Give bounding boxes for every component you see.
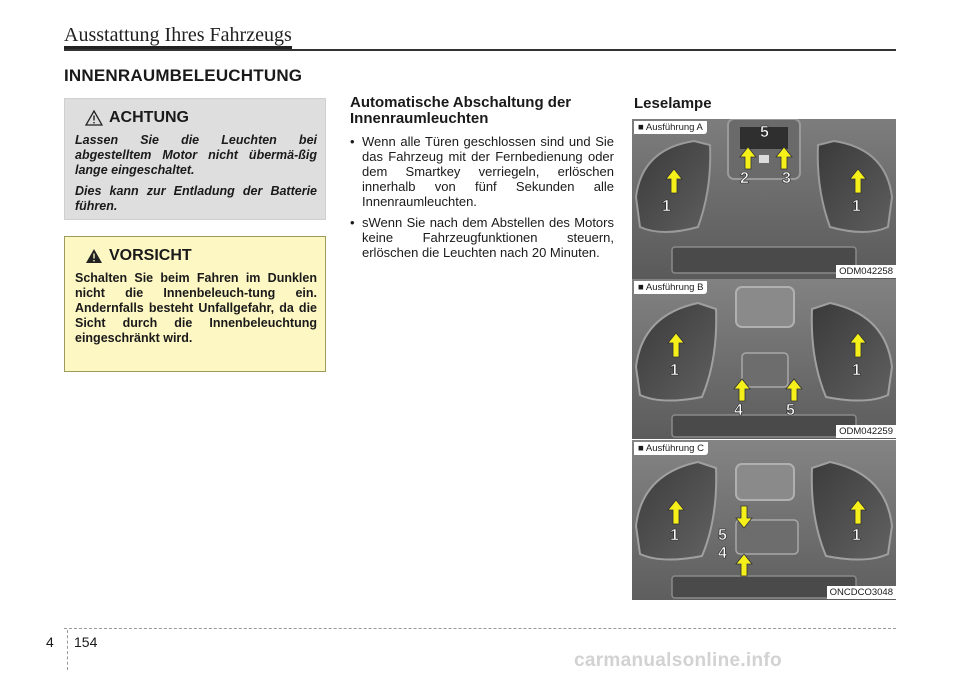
vorsicht-text: Schalten Sie beim Fahren im Dunklen nicht die Innenbeleuch-tung ein. Andernfalls besteht Unfallgefahr, da die Sicht durch die Innenbeleuchtung eingeschränkt wird.	[75, 271, 317, 345]
achtung-box	[64, 98, 326, 220]
callout-a-1-left: 1	[662, 198, 671, 215]
callout-c-1-right: 1	[852, 527, 861, 544]
figure-b-code: ODM042259	[836, 425, 896, 438]
figure-c-variant-label: ■ Ausführung C	[634, 442, 708, 455]
leselampe-title: Leselampe	[634, 95, 712, 112]
achtung-heading-row	[85, 109, 317, 127]
vorsicht-heading-row	[85, 247, 317, 265]
figure-a-code: ODM042258	[836, 265, 896, 278]
callout-a-1-right: 1	[852, 198, 861, 215]
footer-chapter-number: 4	[46, 634, 54, 650]
warning-outline-icon	[85, 110, 103, 126]
callout-b-4: 4	[734, 402, 743, 419]
auto-off-bullet-2: • sWenn Sie nach dem Abstellen des Motors keine Fahrzeugfunktionen steuern, erlöschen die Leuchten nach 20 Minuten.	[350, 215, 614, 260]
callout-c-1-left: 1	[670, 527, 679, 544]
vorsicht-heading: VORSICHT	[109, 247, 192, 264]
warning-filled-icon	[85, 248, 103, 264]
callout-b-5: 5	[786, 402, 795, 419]
figure-c-code: ONCDCO3048	[827, 586, 896, 599]
callout-c-5: 5	[718, 527, 727, 544]
figure-a-variant-label: ■ Ausführung A	[634, 121, 707, 134]
callout-a-3: 3	[782, 170, 791, 187]
footer-page-number: 154	[74, 634, 98, 650]
auto-off-bullet-1: • Wenn alle Türen geschlossen sind und Sie das Fahrzeug mit der Fernbedienung oder dem Smartkey verriegeln, erlöschen innerhalb von fünf Sekunden alle Innenraumleuchten.	[350, 134, 614, 209]
watermark: carmanualsonline.info	[574, 650, 782, 671]
footer-rule	[64, 628, 896, 629]
figure-variant-c	[632, 440, 896, 600]
callout-b-1-right: 1	[852, 362, 861, 379]
achtung-heading: ACHTUNG	[109, 109, 189, 126]
console-photo-c	[632, 440, 896, 600]
section-title: INNENRAUMBELEUCHTUNG	[64, 66, 303, 85]
figure-variant-b	[632, 279, 896, 439]
auto-off-list	[350, 134, 614, 266]
console-photo-b	[632, 279, 896, 439]
figure-variant-a	[632, 119, 896, 279]
callout-b-1-left: 1	[670, 362, 679, 379]
callout-c-4: 4	[718, 545, 727, 562]
vorsicht-box	[64, 236, 326, 372]
auto-off-title: Automatische Abschaltung der Innenraumleuchten	[350, 94, 572, 127]
header-title: Ausstattung Ihres Fahrzeugs	[64, 24, 292, 46]
achtung-paragraph-1: Lassen Sie die Leuchten bei abgestelltem Motor nicht übermä-ßig lange eingeschaltet.	[75, 133, 317, 177]
console-photo-a	[632, 119, 896, 279]
callout-a-2: 2	[740, 170, 749, 187]
achtung-paragraph-2: Dies kann zur Entladung der Batterie führen.	[75, 184, 317, 213]
footer-divider	[67, 630, 68, 670]
figure-b-variant-label: ■ Ausführung B	[634, 281, 707, 294]
header-rule	[64, 49, 896, 51]
callout-a-5: 5	[760, 124, 769, 141]
